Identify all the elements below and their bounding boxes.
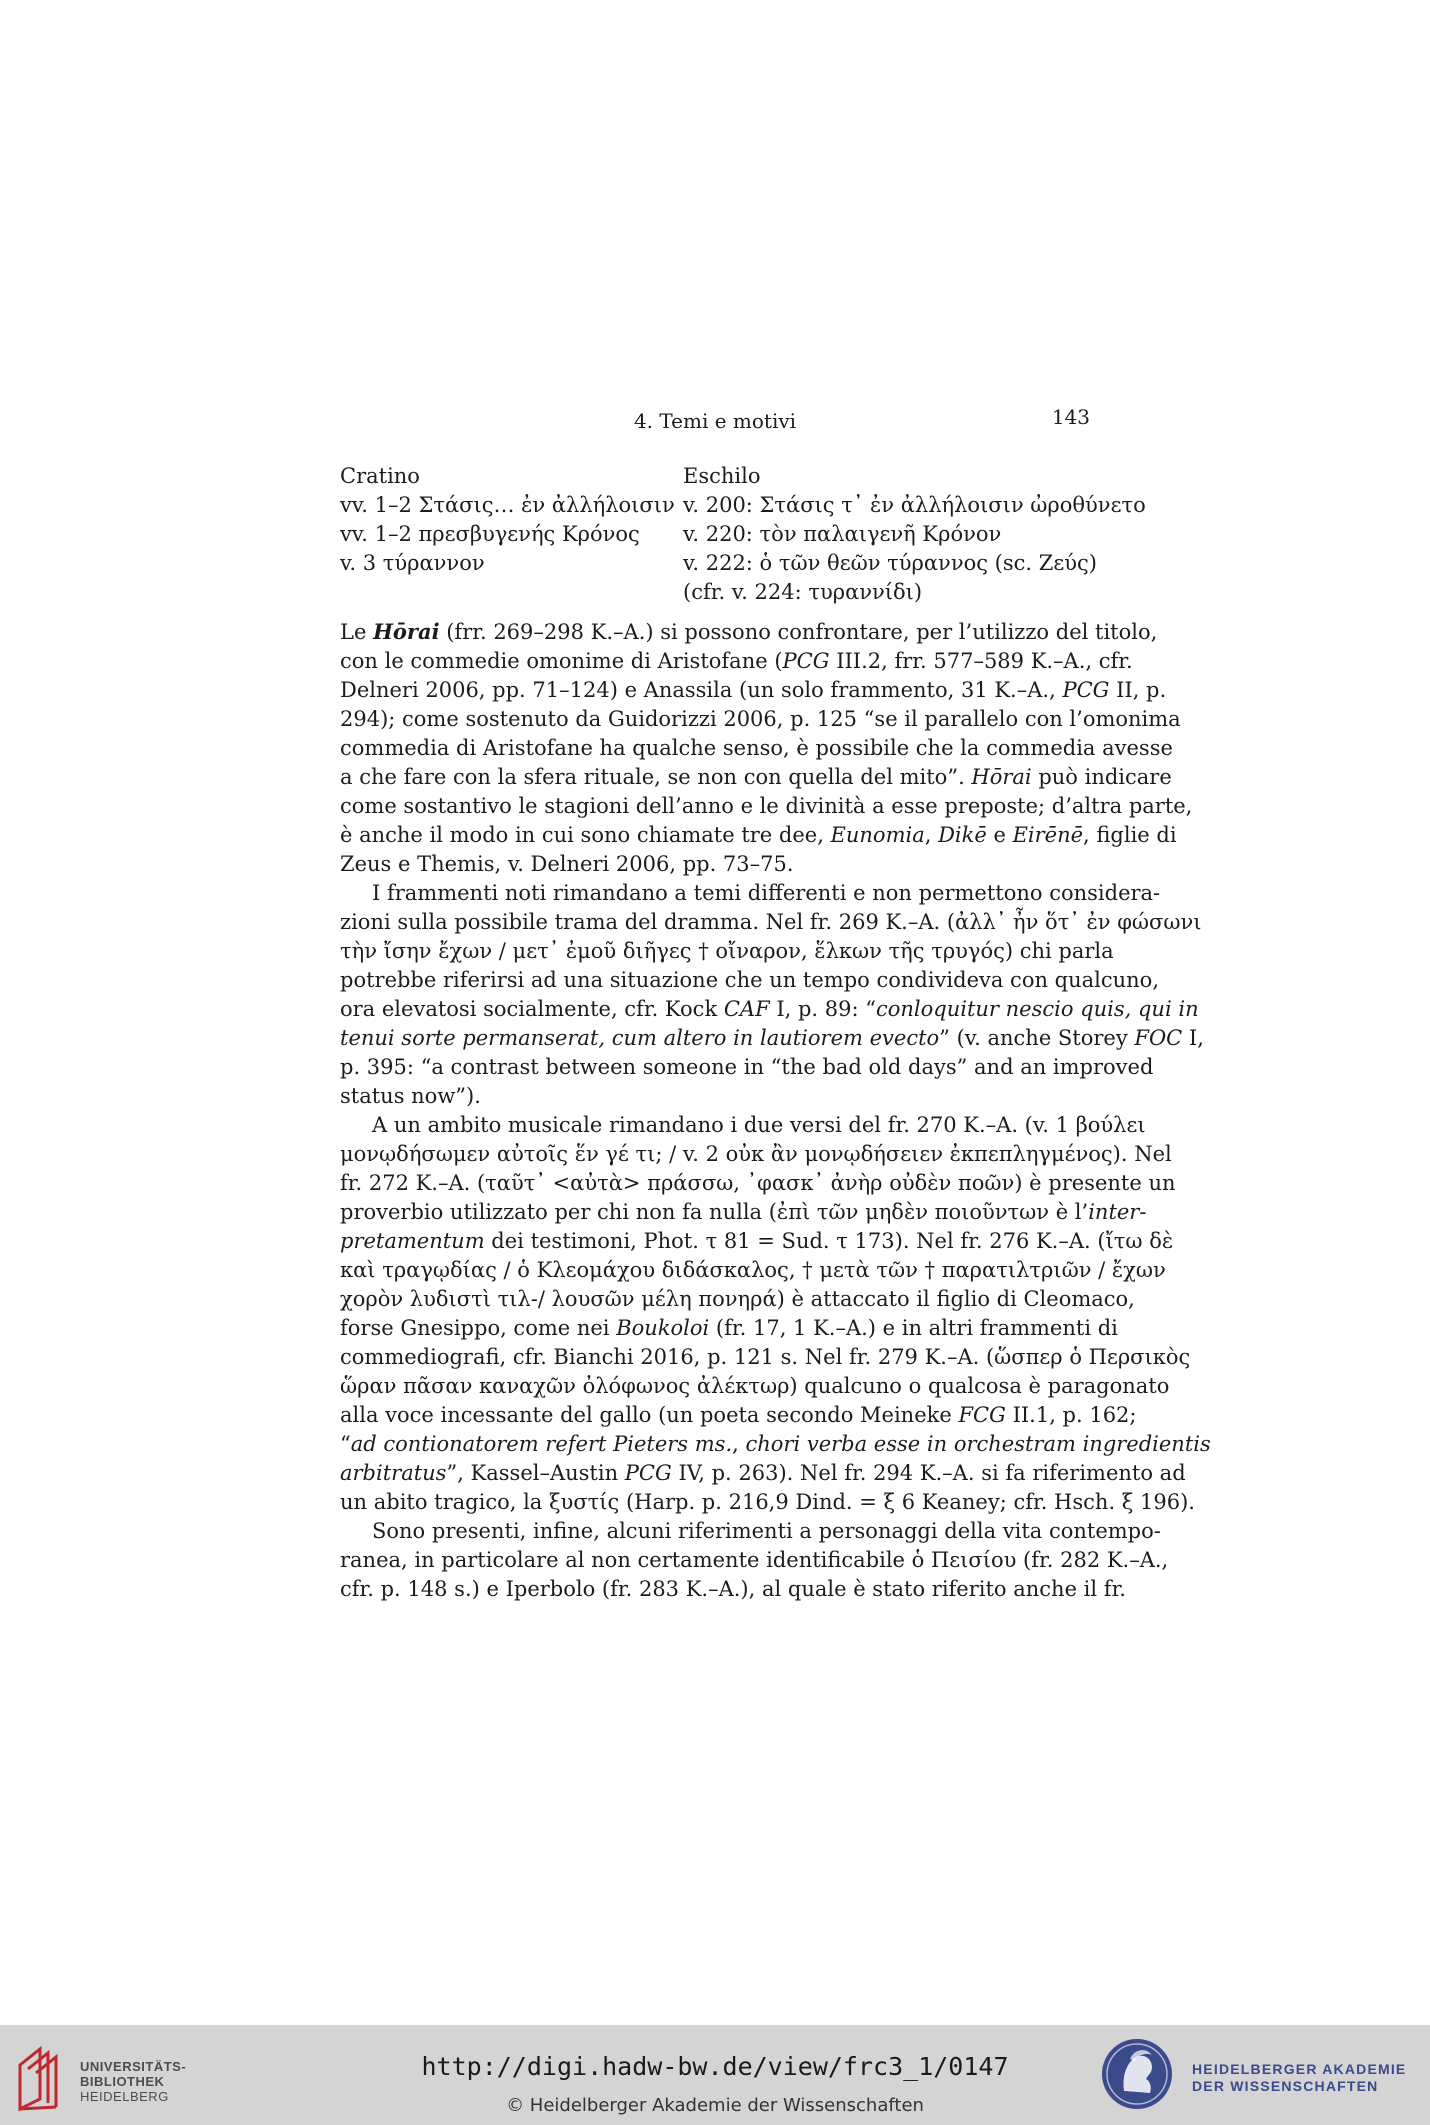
paragraph: [340, 879, 1204, 1111]
ub-logo-line: BIBLIOTHEK: [80, 2074, 165, 2089]
text-line: arbitratus”, Kassel–Austin PCG IV, p. 263). Nel fr. 294 K.–A. si fa riferimento ad: [340, 1461, 1186, 1485]
copyright-notice: © Heidelberger Akademie der Wissenschaften: [506, 2095, 924, 2116]
text-line: potrebbe riferirsi ad una situazione che un tempo condivideva con qualcuno,: [340, 968, 1159, 992]
text-line: μονῳδήσωμεν αὐτοῖς ἕν γέ τι; / v. 2 οὐκ ἂν μονῳδήσειεν ἐκπεπληγμένος). Nel: [340, 1142, 1172, 1166]
body-text: [340, 617, 1211, 1604]
text-line: cfr. p. 148 s.) e Iperbolo (fr. 283 K.–A.), al quale è stato riferito anche il fr.: [340, 1577, 1126, 1601]
text-line: Le Hōrai (frr. 269–298 K.–A.) si possono confrontare, per l’utilizzo del titolo,: [340, 619, 1158, 644]
hadw-logo-line: DER WISSENSCHAFTEN: [1192, 2078, 1379, 2094]
page-number: 143: [1051, 405, 1090, 429]
text-line: I frammenti noti rimandano a temi differenti e non permettono considera-: [372, 881, 1161, 905]
paragraph: [340, 1111, 1211, 1517]
comparison-column-cratino: [340, 462, 680, 578]
comparison-line: v. 222: ὁ τῶν θεῶν τύραννος (sc. Ζεύς): [683, 551, 1097, 575]
hadw-logo-text: [1192, 2061, 1406, 2095]
comparison-header: Cratino: [340, 464, 420, 488]
text-line: fr. 272 K.–A. (ταῦτ᾽ <αὐτὰ> πράσσω, ᾽φασκ᾽ ἀνὴρ οὐδὲν ποῶν) è presente un: [340, 1171, 1176, 1195]
text-line: A un ambito musicale rimandano i due versi del fr. 270 K.–A. (v. 1 βούλει: [372, 1113, 1146, 1137]
ub-logo-line: HEIDELBERG: [80, 2089, 169, 2104]
text-line: Delneri 2006, pp. 71–124) e Anassila (un solo frammento, 31 K.–A., PCG II, p.: [340, 678, 1167, 702]
comparison-line: v. 3 τύραννον: [340, 551, 485, 575]
comparison-header: Eschilo: [683, 464, 761, 488]
permalink-url[interactable]: http://digi.hadw-bw.de/view/frc3_1/0147: [421, 2052, 1009, 2081]
comparison-line: vv. 1–2 πρεσβυγενής Κρόνος: [340, 522, 640, 546]
hadw-logo-line: HEIDELBERGER AKADEMIE: [1192, 2061, 1407, 2077]
text-line: è anche il modo in cui sono chiamate tre dee, Eunomia, Dikē e Eirēnē, figlie di: [340, 823, 1177, 847]
text-line: commediografi, cfr. Bianchi 2016, p. 121 s. Nel fr. 279 K.–A. (ὥσπερ ὁ Περσικὸς: [340, 1345, 1191, 1369]
text-line: a che fare con la sfera rituale, se non con quella del mito”. Hōrai può indicare: [340, 765, 1172, 789]
text-line: con le commedie omonime di Aristofane (PCG III.2, frr. 577–589 K.–A., cfr.: [340, 649, 1133, 673]
text-line: un abito tragico, la ξυστίς (Harp. p. 216,9 Dind. = ξ 6 Keaney; cfr. Hsch. ξ 196).: [340, 1490, 1195, 1514]
text-line: τὴν ἴσην ἔχων / μετ᾽ ἐμοῦ διῆγες † οἴναρον, ἕλκων τῆς τρυγός) chi parla: [340, 939, 1114, 963]
text-line: come sostantivo le stagioni dell’anno e le divinità a esse preposte; d’altra parte,: [340, 794, 1193, 818]
text-line: ranea, in particolare al non certamente identificabile ὁ Πεισίου (fr. 282 K.–A.,: [340, 1548, 1169, 1572]
text-line: Sono presenti, infine, alcuni riferimenti a personaggi della vita contempo-: [372, 1519, 1161, 1543]
footer-bar: [0, 2025, 1430, 2125]
running-head: [340, 405, 1090, 435]
running-head-title: 4. Temi e motivi: [633, 409, 797, 433]
text-line: zioni sulla possibile trama del dramma. Nel fr. 269 K.–A. (ἀλλ᾽ ἦν ὅτ᾽ ἐν φώσωνι: [340, 910, 1202, 934]
hadw-logo[interactable]: [1100, 2035, 1420, 2115]
athena-seal-icon: [1100, 2037, 1174, 2111]
text-line: καὶ τραγῳδίας / ὁ Κλεομάχου διδάσκαλος, † μετὰ τῶν † παρατιλτριῶν / ἔχων: [340, 1258, 1166, 1282]
text-line: forse Gnesippo, come nei Boukoloi (fr. 17, 1 K.–A.) e in altri frammenti di: [340, 1316, 1118, 1340]
text-line: commedia di Aristofane ha qualche senso, è possibile che la commedia avesse: [340, 736, 1173, 760]
comparison-column-eschilo: [683, 462, 1146, 607]
comparison-line: (cfr. v. 224: τυραννίδι): [683, 580, 923, 604]
text-line: alla voce incessante del gallo (un poeta secondo Meineke FCG II.1, p. 162;: [340, 1403, 1137, 1427]
text-line: Zeus e Themis, v. Delneri 2006, pp. 73–75.: [340, 852, 794, 876]
text-line: tenui sorte permanserat, cum altero in lautiorem evecto” (v. anche Storey FOC I,: [340, 1026, 1204, 1050]
text-line: 294); come sostenuto da Guidorizzi 2006, p. 125 “se il parallelo con l’omonima: [340, 707, 1181, 731]
text-line: status now”).: [340, 1084, 481, 1108]
comparison-line: vv. 1–2 Στάσις… ἐν ἀλλήλοισιν: [340, 493, 675, 517]
comparison-line: v. 220: τὸν παλαιγενῆ Κρόνον: [683, 522, 1002, 546]
text-line: ora elevatosi socialmente, cfr. Kock CAF I, p. 89: “conloquitur nescio quis, qui in: [340, 997, 1199, 1021]
text-line: p. 395: “a contrast between someone in “the bad old days” and an improved: [340, 1055, 1154, 1079]
ub-logo-line: UNIVERSITÄTS-: [80, 2059, 187, 2074]
paragraph: [340, 1517, 1169, 1604]
text-line: proverbio utilizzato per chi non fa nulla (ἐπὶ τῶν μηδὲν ποιοῦντων è l’inter-: [340, 1200, 1147, 1224]
text-line: ὥραν πᾶσαν καναχῶν ὀλόφωνος ἀλέκτωρ) qualcuno o qualcosa è paragonato: [340, 1374, 1170, 1398]
text-line: pretamentum dei testimoni, Phot. τ 81 = Sud. τ 173). Nel fr. 276 K.–A. (ἴτω δὲ: [340, 1229, 1174, 1253]
paragraph: [340, 617, 1193, 879]
text-line: χορὸν λυδιστὶ τιλ-/ λουσῶν μέλη πονηρά) è attaccato il figlio di Cleomaco,: [340, 1287, 1135, 1311]
text-line: “ad contionatorem refert Pieters ms., chori verba esse in orchestram ingredientis: [340, 1432, 1211, 1456]
comparison-line: v. 200: Στάσις τ᾽ ἐν ἀλλήλοισιν ὠροθύνετο: [683, 493, 1146, 517]
